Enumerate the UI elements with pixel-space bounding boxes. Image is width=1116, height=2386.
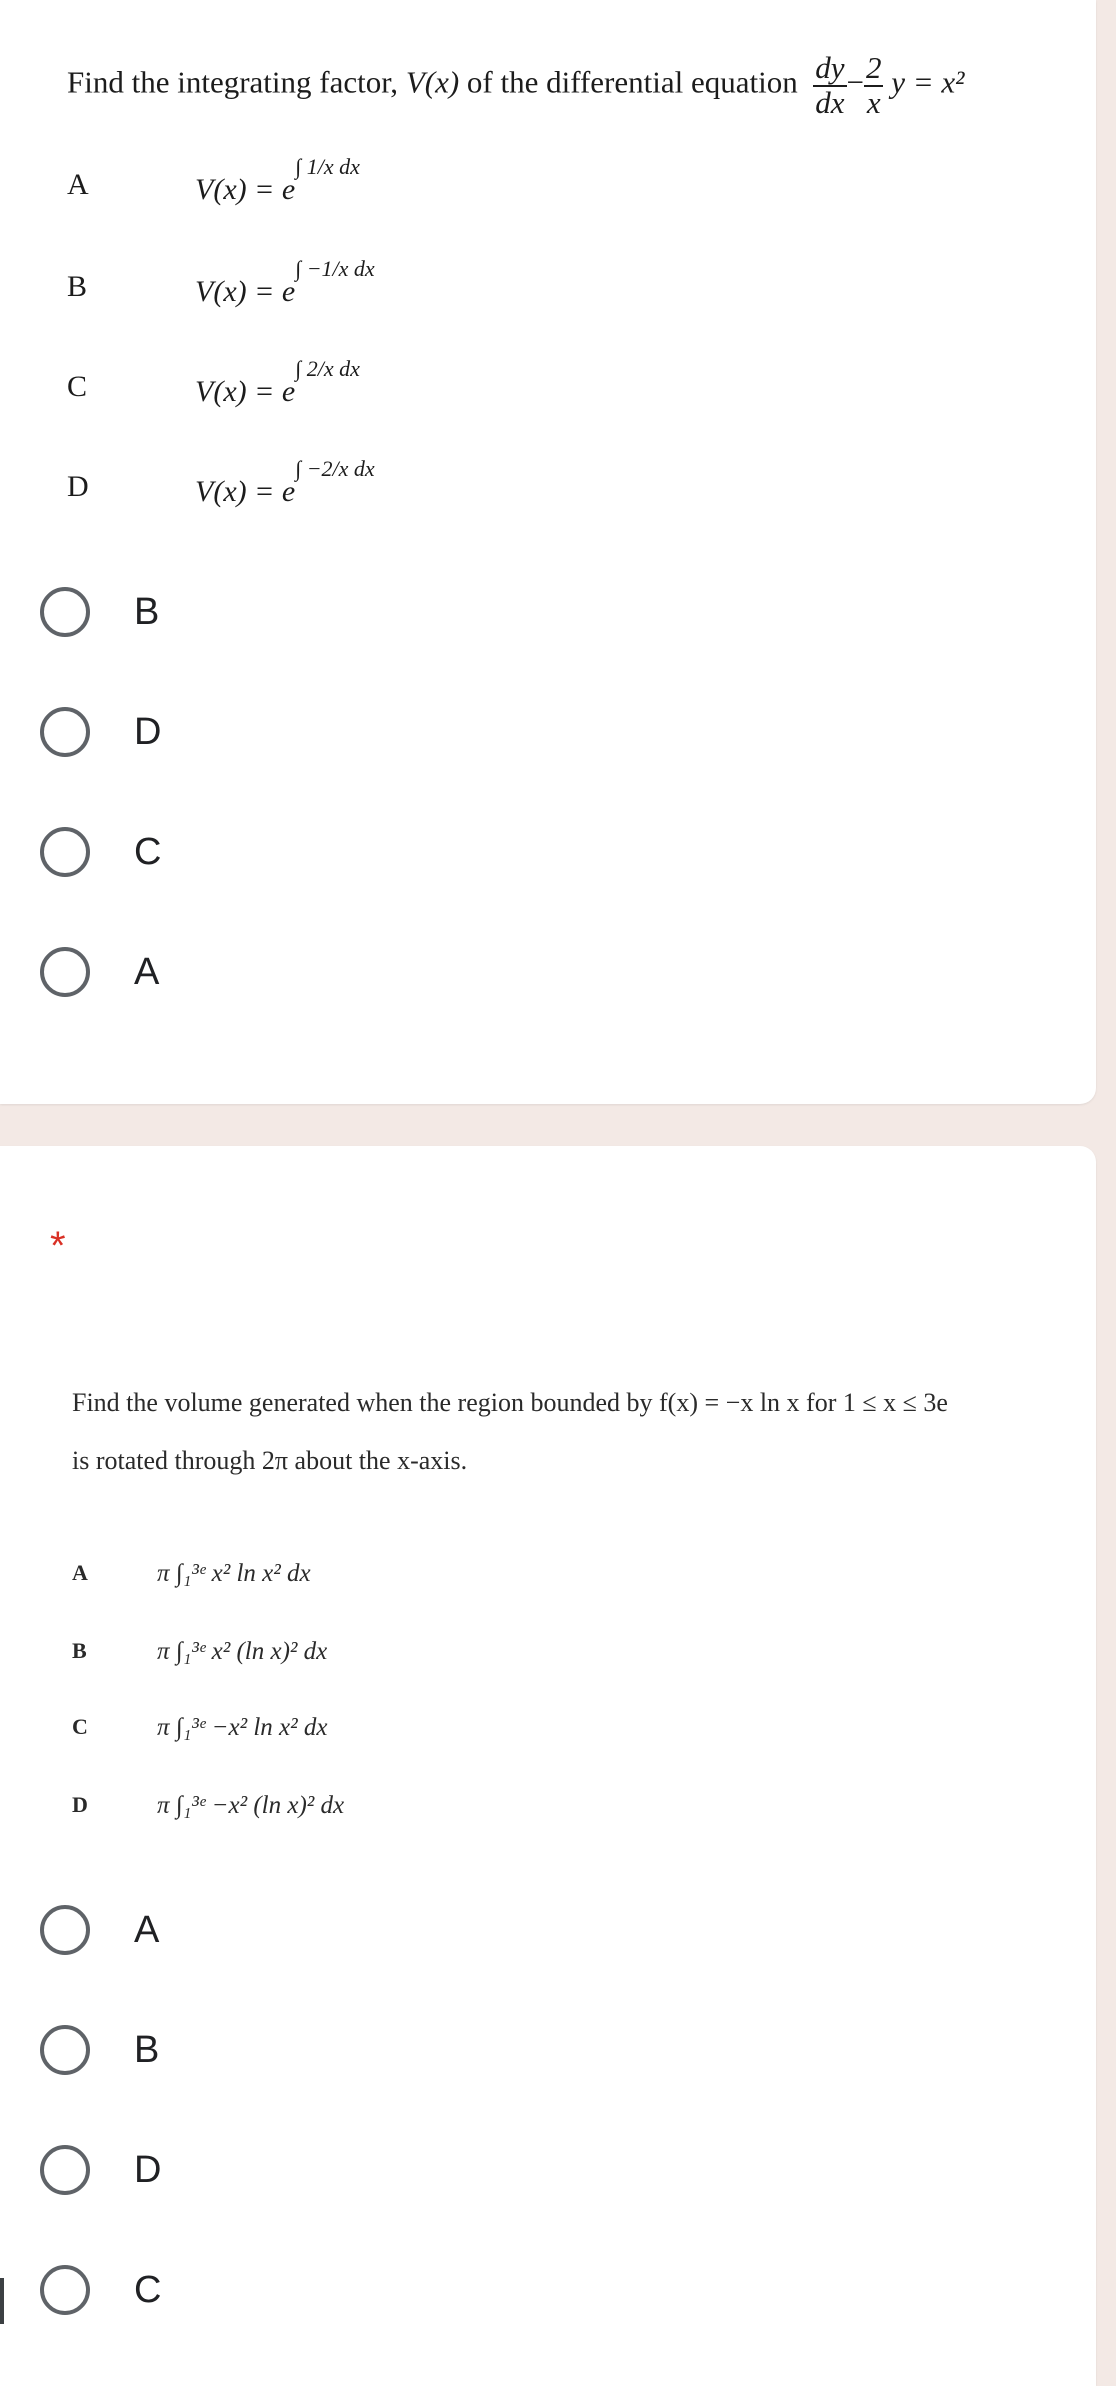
- q1-vx: V(x): [405, 64, 460, 100]
- q2-radio-choice-d[interactable]: D: [40, 2140, 440, 2200]
- question-card-1: Find the integrating factor, V(x) of the differential equation $\frac{dy}{dx}$ − $\frac{2}{x}$ y = x² A $V(x) = e^{\int 1/x dx}$ B $V(x) = e^{\int -1/x dx}$ C $V(x) = e^{\int 2/x dx}$ D $V(x) = e^{\int -2/x dx}$ B D C A: [0, 0, 1096, 1104]
- q1-radio-choice-b[interactable]: B: [40, 582, 440, 642]
- q1-radio-choice-c[interactable]: C: [40, 822, 440, 882]
- question-2-line-2: is rotated through 2π about the x-axis.: [72, 1446, 468, 1475]
- q2-radio-choice-b[interactable]: B: [40, 2020, 440, 2080]
- radio-button[interactable]: [40, 707, 90, 757]
- q1-minus: −: [846, 64, 864, 100]
- radio-button[interactable]: [40, 947, 90, 997]
- radio-button[interactable]: [40, 1905, 90, 1955]
- q2-radio-choice-c[interactable]: C: [40, 2260, 440, 2320]
- radio-button[interactable]: [40, 2145, 90, 2195]
- question-card-2: [0, 1146, 1096, 2386]
- q1-text-after: of the differential equation: [459, 64, 798, 100]
- q1-radio-choice-a[interactable]: A: [40, 942, 440, 1002]
- radio-button[interactable]: [40, 587, 90, 637]
- q1-text-before: Find the integrating factor,: [67, 64, 406, 100]
- focus-indicator-bar: [0, 2278, 4, 2324]
- question-1-text: [67, 52, 964, 119]
- q1-frac-2x: $\frac{2}{x}$: [865, 50, 882, 120]
- radio-button[interactable]: [40, 827, 90, 877]
- radio-button[interactable]: [40, 2025, 90, 2075]
- question-2-line-1: Find the volume generated when the region bounded by f(x) = −x ln x for 1 ≤ x ≤ 3e: [72, 1388, 948, 1417]
- q2-radio-choice-a[interactable]: A: [40, 1900, 440, 1960]
- required-asterisk: *: [50, 1224, 66, 1268]
- radio-button[interactable]: [40, 2265, 90, 2315]
- q1-radio-choice-d[interactable]: D: [40, 702, 440, 762]
- q1-frac-dydx: $\frac{dy}{dx}$: [815, 50, 845, 120]
- q1-eq-tail: y = x²: [891, 64, 965, 100]
